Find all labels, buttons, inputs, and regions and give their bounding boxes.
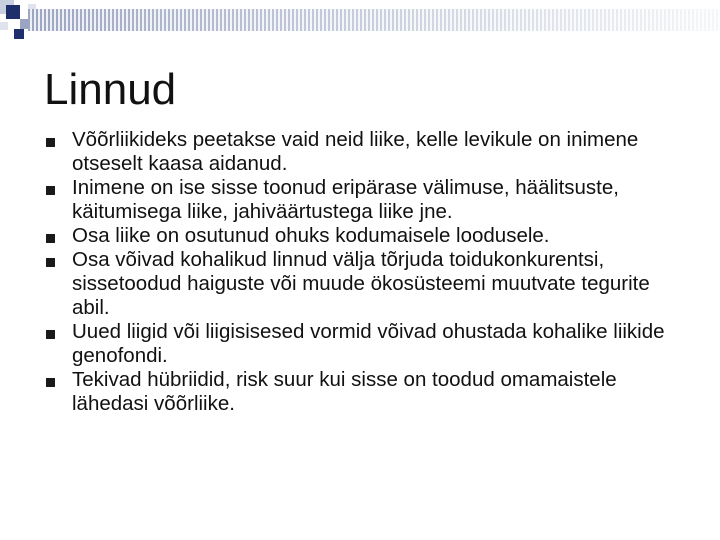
bullet-list	[44, 128, 684, 416]
list-item	[44, 224, 684, 248]
bullet-text: Tekivad hübriidid, risk suur kui sisse on toodud omamaistele lähedasi võõrliike.	[72, 368, 617, 415]
list-item	[44, 248, 684, 320]
list-item	[44, 128, 684, 176]
list-item	[44, 320, 684, 368]
square-bullet-icon	[46, 186, 55, 195]
bullet-text: Osa võivad kohalikud linnud välja tõrjuda toidukonkurentsi, sissetoodud haiguste või muude ökosüsteemi muutvate tegurite abil.	[72, 248, 650, 319]
square-bullet-icon	[46, 258, 55, 267]
list-item	[44, 176, 684, 224]
header-stripe	[28, 9, 720, 31]
list-item	[44, 368, 684, 416]
square-bullet-icon	[46, 138, 55, 147]
bullet-text: Võõrliikideks peetakse vaid neid liike, kelle levikule on inimene otseselt kaasa aidanud.	[72, 128, 639, 175]
slide-title: Linnud	[44, 65, 177, 114]
square-bullet-icon	[46, 378, 55, 387]
square-bullet-icon	[46, 330, 55, 339]
bullet-text: Uued liigid või liigisisesed vormid võivad ohustada kohalike liikide genofondi.	[72, 320, 665, 367]
square-bullet-icon	[46, 234, 55, 243]
bullet-text: Inimene on ise sisse toonud eripärase välimuse, häälitsuste, käitumisega liike, jahiväärtustega liike jne.	[72, 176, 619, 223]
bullet-text: Osa liike on osutunud ohuks kodumaisele loodusele.	[72, 224, 550, 247]
